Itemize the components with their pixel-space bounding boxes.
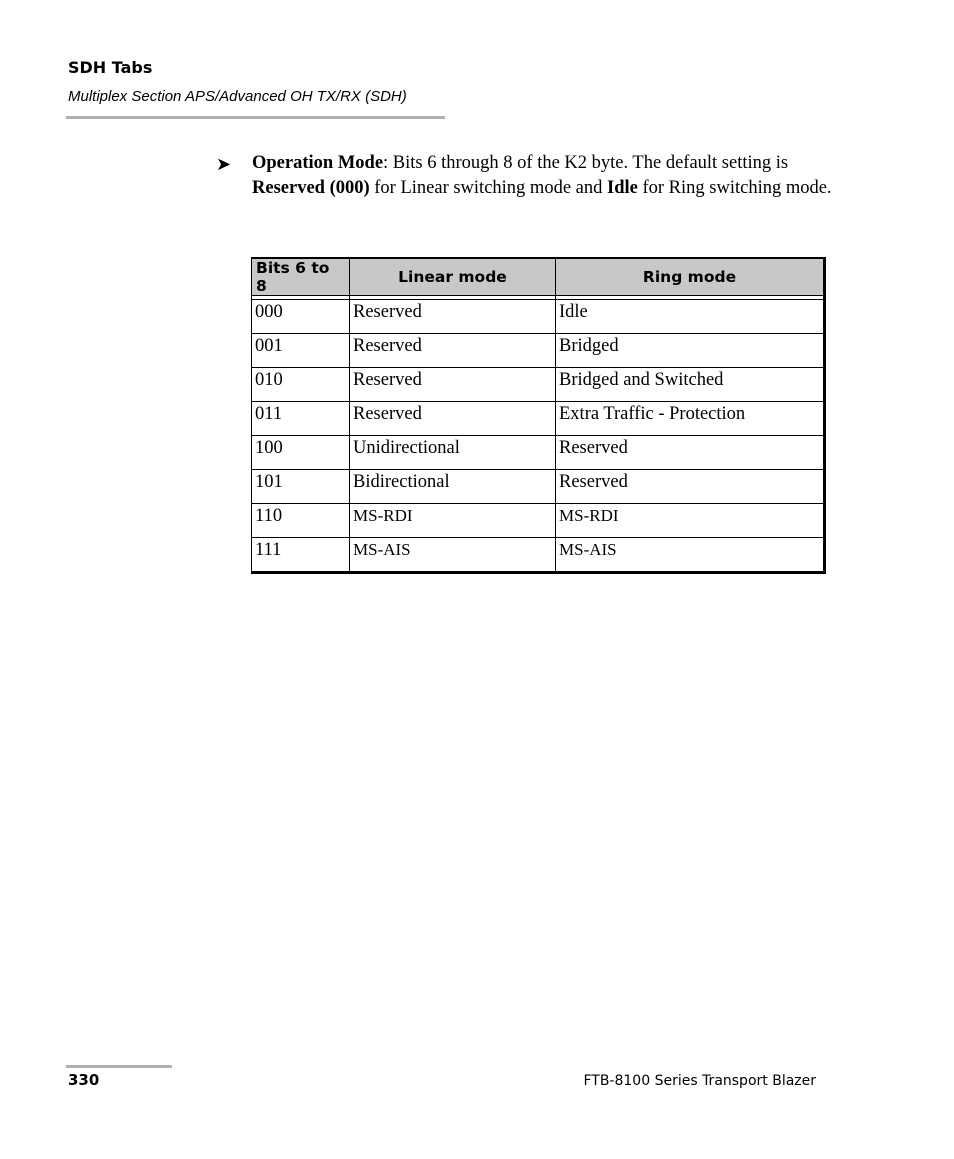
cell-linear: MS-AIS — [350, 538, 556, 573]
table-row — [252, 300, 825, 334]
section-title: SDH Tabs — [68, 58, 153, 77]
operation-mode-paragraph — [252, 151, 832, 200]
term-operation-mode: Operation Mode — [252, 153, 384, 173]
header-rule — [66, 116, 445, 119]
page-number: 330 — [68, 1071, 100, 1089]
cell-bits: 001 — [252, 334, 350, 368]
column-header-linear: Linear mode — [350, 258, 556, 296]
cell-ring: Extra Traffic - Protection — [556, 402, 825, 436]
column-header-ring: Ring mode — [556, 258, 825, 296]
table-row — [252, 402, 825, 436]
footer-rule — [66, 1065, 172, 1068]
table-row — [252, 538, 825, 573]
para-text-3: for Ring switching mode. — [637, 177, 832, 198]
para-text-2: for Linear switching mode and — [369, 177, 607, 198]
cell-ring: MS-RDI — [556, 504, 825, 538]
cell-bits: 110 — [252, 504, 350, 538]
cell-linear: Unidirectional — [350, 436, 556, 470]
table-row — [252, 470, 825, 504]
table-row — [252, 504, 825, 538]
cell-linear: Reserved — [350, 368, 556, 402]
table-row — [252, 436, 825, 470]
subsection-title: Multiplex Section APS/Advanced OH TX/RX (SDH) — [68, 88, 407, 105]
cell-linear: MS-RDI — [350, 504, 556, 538]
cell-linear: Reserved — [350, 334, 556, 368]
default-ring-value: Idle — [607, 177, 638, 198]
cell-ring: MS-AIS — [556, 538, 825, 573]
cell-ring: Bridged and Switched — [556, 368, 825, 402]
cell-linear: Reserved — [350, 402, 556, 436]
cell-bits: 000 — [252, 300, 350, 334]
table-row — [252, 368, 825, 402]
cell-ring: Bridged — [556, 334, 825, 368]
cell-bits: 111 — [252, 538, 350, 573]
cell-linear: Reserved — [350, 300, 556, 334]
cell-bits: 011 — [252, 402, 350, 436]
cell-bits: 010 — [252, 368, 350, 402]
cell-ring: Reserved — [556, 436, 825, 470]
operation-mode-table — [251, 257, 826, 574]
column-header-bits: Bits 6 to 8 — [252, 258, 350, 296]
cell-ring: Idle — [556, 300, 825, 334]
cell-linear: Bidirectional — [350, 470, 556, 504]
table-row — [252, 334, 825, 368]
para-text-1: : Bits 6 through 8 of the K2 byte. The default setting is — [383, 153, 789, 173]
cell-ring: Reserved — [556, 470, 825, 504]
arrowhead-bullet-icon: ➤ — [216, 154, 232, 175]
table-header-row — [252, 258, 825, 296]
cell-bits: 100 — [252, 436, 350, 470]
default-linear-value: Reserved (000) — [252, 177, 370, 198]
product-name: FTB-8100 Series Transport Blazer — [583, 1073, 816, 1089]
cell-bits: 101 — [252, 470, 350, 504]
